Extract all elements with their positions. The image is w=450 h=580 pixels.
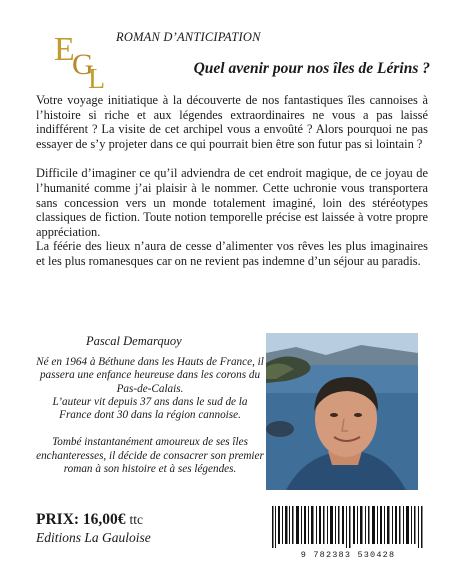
author-bio [36,356,264,476]
svg-text:E: E [54,31,75,68]
author-name: Pascal Demarquoy [86,334,182,348]
author-photo [266,333,418,490]
price-unit: ttc [129,512,143,527]
bio-paragraph: L’auteur vit depuis 37 ans dans le sud de la France dont 30 dans la région cannoise. [52,395,248,422]
barcode-bars [258,506,438,548]
genre-label: ROMAN D’ANTICIPATION [116,30,261,44]
back-cover-blurb [36,93,428,269]
blurb-paragraph: Difficile d’imaginer ce qu’il adviendra de cet endroit magique, de ce joyau de l’humanité comme j’ai plaisir à le nommer. Cette uchronie vous transportera sans concession vers un monde totalement imaginé, loin des stéréotypes classiques de fiction. Toute notion temporelle précise est laissée à votre propre appréciation. [36,166,428,239]
svg-text:L: L [88,64,106,90]
svg-text:G: G [72,48,94,81]
barcode [258,506,438,564]
eg-logo-icon [52,30,106,90]
bio-paragraph: Tombé instantanément amoureux de ses îles enchanteresses, il décide de consacrer son premier roman à son histoire et à ses légendes. [36,436,264,476]
publisher: Editions La Gauloise [36,530,151,545]
blurb-paragraph: La féérie des lieux n’aura de cesse d’alimenter vos rêves les plus imaginaires et les plus romanesques car on ne revient pas indemne d’un séjour au paradis. [36,239,428,268]
headline: Quel avenir pour nos îles de Lérins ? [193,60,430,77]
bio-paragraph: Né en 1964 à Béthune dans les Hauts de France, il passera une enfance heureuse dans les corons du Pas-de-Calais. [36,356,264,395]
price-label: PRIX: 16,00€ [36,511,126,528]
price [36,511,143,529]
isbn-number: 9 782383 530428 [300,550,396,560]
blurb-paragraph: Votre voyage initiatique à la découverte de nos fantastiques îles cannoises à l’histoire si riche et aux légendes extraordinaires ne vous a pas laissé indifférent ? La visite de cet archipel vous a envoûté ? Alors pourquoi ne pas essayer de s’y projeter dans ce qui pourrait bien être son futur pas si lointain ? [36,93,428,151]
